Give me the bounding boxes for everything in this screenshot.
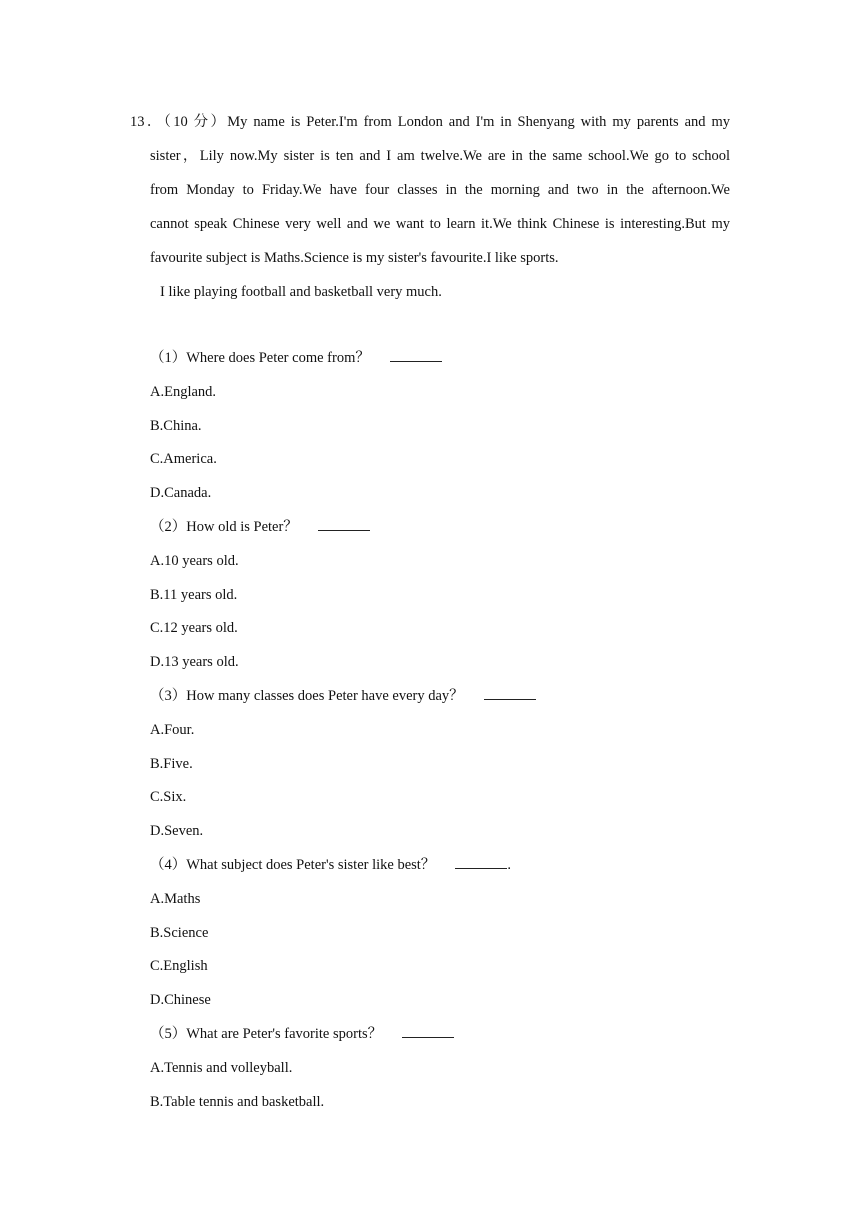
subquestion-label: （4）What subject does Peter's sister like best？ [150, 856, 436, 873]
subquestion-4 [150, 849, 730, 883]
option-2d: D.13 years old. [150, 654, 239, 671]
option-3a: A.Four. [150, 721, 195, 738]
subquestion-label: （3）How many classes does Peter have every day？ [150, 687, 464, 704]
option-5a: A.Tennis and volleyball. [150, 1059, 293, 1076]
passage-line-5: favourite subject is Maths.Science is my sister's favourite.I like sports. [150, 250, 559, 266]
question-points: （10 分） [163, 114, 228, 130]
option-3b: B.Five. [150, 755, 193, 772]
subquestion-label: （5）What are Peter's favorite sports？ [150, 1025, 383, 1042]
option-1c: C.America. [150, 451, 217, 468]
option-4d: D.Chinese [150, 992, 211, 1009]
question-13 [130, 105, 730, 309]
passage-line-1 [130, 105, 730, 139]
passage-line-4: cannot speak Chinese very well and we want to learn it.We think Chinese is interesting.But my [150, 216, 730, 232]
subquestion-list [150, 342, 730, 1119]
option-3c: C.Six. [150, 789, 187, 806]
option-5b: B.Table tennis and basketball. [150, 1093, 325, 1110]
answer-blank[interactable] [402, 1023, 454, 1038]
subquestion-1 [150, 342, 730, 376]
answer-blank[interactable] [318, 516, 370, 531]
option-1d: D.Canada. [150, 485, 212, 502]
option-1b: B.China. [150, 417, 202, 434]
passage-line-3: from Monday to Friday.We have four classes in the morning and two in the afternoon.We [150, 182, 730, 198]
subquestion-label: （2）How old is Peter？ [150, 518, 298, 535]
answer-blank[interactable] [455, 854, 507, 869]
option-4a: A.Maths [150, 890, 201, 907]
question-number: 13． [130, 114, 164, 130]
subquestion-suffix: . [507, 856, 511, 873]
passage-line-6: I like playing football and basketball very much. [160, 284, 442, 300]
subquestion-label: （1）Where does Peter come from？ [150, 350, 370, 366]
subquestion-2 [150, 511, 730, 545]
option-3d: D.Seven. [150, 823, 204, 840]
option-2c: C.12 years old. [150, 620, 238, 637]
option-1a: A.England. [150, 383, 217, 400]
option-2a: A.10 years old. [150, 552, 239, 569]
passage-line-2: sister，Lily now.My sister is ten and I am twelve.We are in the same school.We go to school [150, 148, 730, 164]
option-4c: C.English [150, 958, 208, 975]
subquestion-5 [150, 1018, 730, 1052]
answer-blank[interactable] [390, 347, 442, 362]
reading-passage [130, 105, 730, 309]
subquestion-3 [150, 680, 730, 714]
answer-blank[interactable] [484, 685, 536, 700]
passage-text-1: My name is Peter.I'm from London and I'm in Shenyang with my parents and my [227, 114, 731, 130]
option-2b: B.11 years old. [150, 586, 238, 603]
option-4b: B.Science [150, 924, 209, 941]
